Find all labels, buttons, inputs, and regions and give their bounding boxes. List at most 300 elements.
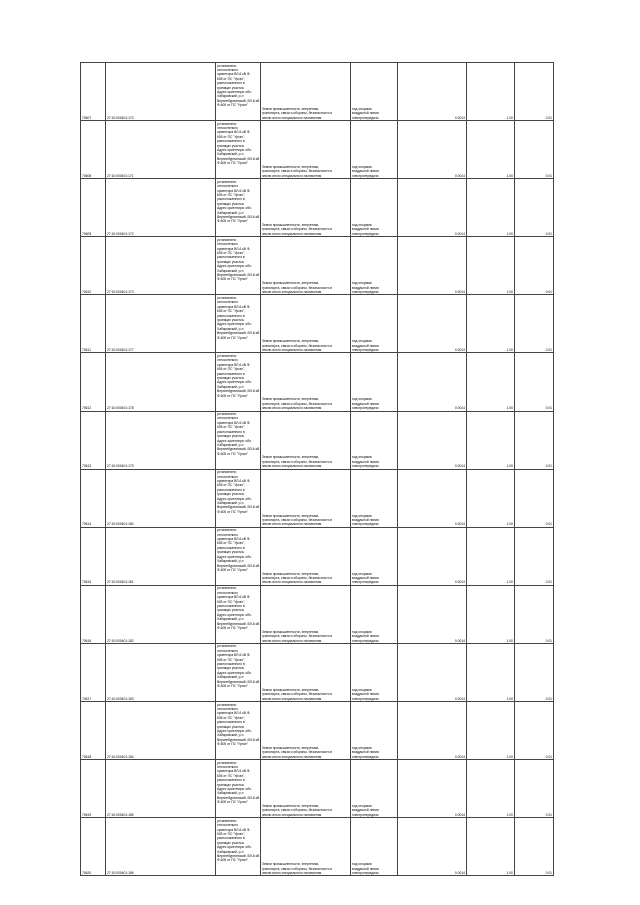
land-category-line: Земли промышленности, энергетики, bbox=[262, 862, 320, 867]
location-line: Верхнебуреинский, ВЛ-6 кВ bbox=[217, 737, 260, 742]
land-category-line: земли иного специального назначения bbox=[262, 580, 322, 585]
location-line: установлено bbox=[217, 237, 237, 242]
permitted-use-line: электропередачи bbox=[352, 696, 379, 701]
location-line: 605 от ПС "Ургал", bbox=[217, 134, 246, 139]
location-line: Адрес ориентира: обл. bbox=[217, 787, 252, 792]
location-line: 605 от ПС "Ургал", bbox=[217, 251, 246, 255]
location-line: расположенного в bbox=[217, 836, 245, 841]
land-category-line: земли иного специального назначения bbox=[262, 522, 322, 527]
land-category-line: земли иного специального назначения bbox=[262, 696, 322, 701]
location-line: относительно bbox=[217, 474, 238, 479]
location-line: относительно bbox=[217, 358, 238, 363]
location-line: Хабаровский, р-н bbox=[217, 384, 244, 389]
permitted-use-cell bbox=[351, 295, 398, 353]
permitted-use-line: под опорами bbox=[352, 223, 372, 228]
permitted-use-line: воздушной линии bbox=[352, 750, 379, 755]
area-cell: 0.0014 bbox=[398, 818, 467, 876]
permitted-use-line: электропередачи bbox=[352, 464, 379, 469]
land-category-line: транспорта, связи и обороны, безопасности и bbox=[262, 343, 333, 348]
permitted-use-line: электропередачи bbox=[352, 754, 379, 759]
table-row bbox=[81, 411, 554, 469]
record-number-cell: 70620 bbox=[81, 818, 106, 876]
unit-value-cell: 1.00 bbox=[467, 469, 515, 527]
location-line: ориентира ВЛ-6 кВ Ф- bbox=[217, 595, 251, 600]
location-line: Верхнебуреинский, ВЛ-6 кВ bbox=[217, 853, 260, 858]
location-line: Ф-605 от ПС "Ургал" bbox=[217, 567, 248, 572]
location-line: Ф-605 от ПС "Ургал" bbox=[217, 858, 248, 863]
location-description-cell bbox=[216, 760, 261, 818]
land-category-cell bbox=[261, 818, 351, 876]
total-value-cell: 0.01 bbox=[515, 179, 554, 237]
location-line: Ф-605 от ПС "Ургал" bbox=[217, 509, 248, 514]
location-line: 605 от ПС "Ургал", bbox=[217, 309, 246, 314]
land-category-cell bbox=[261, 643, 351, 701]
location-line: относительно bbox=[217, 67, 238, 72]
permitted-use-line: воздушной линии bbox=[352, 343, 379, 348]
location-line: границах участка. bbox=[217, 550, 245, 555]
land-category-line: Земли промышленности, энергетики, bbox=[262, 687, 320, 692]
location-line: границах участка. bbox=[217, 376, 245, 380]
permitted-use-line: под опорами bbox=[352, 455, 372, 460]
permitted-use-cell bbox=[351, 469, 398, 527]
area-cell: 0.0014 bbox=[398, 353, 467, 411]
location-line: расположенного в bbox=[217, 662, 245, 667]
record-number-cell: 70616 bbox=[81, 585, 106, 643]
land-category-line: Земли промышленности, энергетики, bbox=[262, 745, 320, 750]
location-line: Хабаровский, р-н bbox=[217, 733, 244, 738]
location-line: границах участка. bbox=[217, 201, 245, 206]
permitted-use-line: электропередачи bbox=[352, 289, 379, 294]
record-number-cell: 70613 bbox=[81, 411, 106, 469]
total-value-cell: 0.01 bbox=[515, 702, 554, 760]
permitted-use-line: электропередачи bbox=[352, 173, 379, 178]
location-line: Верхнебуреинский, ВЛ-6 кВ bbox=[217, 273, 260, 278]
permitted-use-cell bbox=[351, 121, 398, 179]
permitted-use-line: воздушной линии bbox=[352, 808, 379, 813]
total-value-cell: 0.01 bbox=[515, 237, 554, 295]
permitted-use-line: воздушной линии bbox=[352, 692, 379, 697]
location-line: границах участка. bbox=[217, 85, 245, 90]
record-number-cell: 70619 bbox=[81, 760, 106, 818]
unit-value-cell: 1.00 bbox=[467, 179, 515, 237]
record-number-cell: 70611 bbox=[81, 295, 106, 353]
location-line: установлено bbox=[217, 179, 237, 184]
location-line: ориентира ВЛ-6 кВ Ф- bbox=[217, 478, 251, 483]
unit-value-cell: 1.00 bbox=[467, 643, 515, 701]
record-number-cell: 70618 bbox=[81, 702, 106, 760]
permitted-use-line: под опорами bbox=[352, 862, 372, 867]
land-category-cell bbox=[261, 295, 351, 353]
location-description-cell bbox=[216, 353, 261, 411]
land-category-line: транспорта, связи и обороны, безопасности и bbox=[262, 459, 333, 464]
location-line: Хабаровский, р-н bbox=[217, 849, 244, 854]
location-line: Адрес ориентира: обл. bbox=[217, 438, 252, 443]
land-category-line: транспорта, связи и обороны, безопасности и bbox=[262, 227, 333, 232]
location-line: Ф-605 от ПС "Ургал" bbox=[217, 626, 248, 630]
location-line: Верхнебуреинский, ВЛ-6 кВ bbox=[217, 505, 260, 510]
location-line: границах участка. bbox=[217, 259, 245, 264]
permitted-use-cell bbox=[351, 237, 398, 295]
location-line: ориентира ВЛ-6 кВ Ф- bbox=[217, 420, 251, 425]
location-line: ориентира ВЛ-6 кВ Ф- bbox=[217, 711, 251, 716]
land-category-cell bbox=[261, 469, 351, 527]
location-line: Адрес ориентира: обл. bbox=[217, 612, 252, 617]
location-line: относительно bbox=[217, 300, 238, 305]
location-line: Адрес ориентира: обл. bbox=[217, 380, 252, 385]
record-number-cell: 70614 bbox=[81, 469, 106, 527]
cadastral-number-cell: 27:10:000401:182 bbox=[106, 585, 216, 643]
location-line: Верхнебуреинский, ВЛ-6 кВ bbox=[217, 331, 260, 336]
land-category-line: земли иного специального назначения bbox=[262, 812, 322, 817]
location-line: Ф-605 от ПС "Ургал" bbox=[217, 800, 248, 805]
location-line: границах участка. bbox=[217, 608, 245, 613]
record-number-cell: 70610 bbox=[81, 237, 106, 295]
location-line: Адрес ориентира: обл. bbox=[217, 89, 252, 94]
location-line: Адрес ориентира: обл. bbox=[217, 148, 252, 153]
area-cell: 0.0014 bbox=[398, 585, 467, 643]
location-line: относительно bbox=[217, 765, 238, 770]
location-line: относительно bbox=[217, 416, 238, 421]
land-category-line: Земли промышленности, энергетики, bbox=[262, 281, 320, 286]
location-line: границах участка. bbox=[217, 434, 245, 439]
location-description-cell bbox=[216, 121, 261, 179]
land-category-line: земли иного специального назначения bbox=[262, 289, 322, 294]
permitted-use-line: под опорами bbox=[352, 164, 372, 169]
land-category-line: транспорта, связи и обороны, безопасности и bbox=[262, 401, 333, 406]
unit-value-cell: 1.00 bbox=[467, 237, 515, 295]
location-line: ориентира ВЛ-6 кВ Ф- bbox=[217, 304, 251, 309]
location-line: ориентира ВЛ-6 кВ Ф- bbox=[217, 769, 251, 774]
land-category-line: транспорта, связи и обороны, безопасности и bbox=[262, 576, 333, 581]
land-category-line: Земли промышленности, энергетики, bbox=[262, 223, 320, 228]
permitted-use-line: воздушной линии bbox=[352, 459, 379, 464]
location-line: 605 от ПС "Ургал", bbox=[217, 715, 246, 720]
area-cell: 0.0014 bbox=[398, 179, 467, 237]
location-line: расположенного в bbox=[217, 313, 245, 318]
land-category-line: земли иного специального назначения bbox=[262, 348, 322, 353]
location-line: расположенного в bbox=[217, 139, 245, 144]
permitted-use-line: воздушной линии bbox=[352, 866, 379, 871]
land-category-cell bbox=[261, 411, 351, 469]
table-row bbox=[81, 702, 554, 760]
permitted-use-line: воздушной линии bbox=[352, 517, 379, 522]
permitted-use-line: электропередачи bbox=[352, 812, 379, 817]
permitted-use-line: воздушной линии bbox=[352, 634, 379, 639]
location-line: ориентира ВЛ-6 кВ Ф- bbox=[217, 537, 251, 542]
location-line: 605 от ПС "Ургал", bbox=[217, 483, 246, 488]
land-category-line: Земли промышленности, энергетики, bbox=[262, 571, 320, 576]
location-line: Адрес ориентира: обл. bbox=[217, 322, 252, 327]
permitted-use-cell bbox=[351, 760, 398, 818]
location-line: Верхнебуреинский, ВЛ-6 кВ bbox=[217, 563, 260, 568]
location-line: Адрес ориентира: обл. bbox=[217, 728, 252, 733]
total-value-cell: 0.01 bbox=[515, 295, 554, 353]
location-line: Адрес ориентира: обл. bbox=[217, 554, 252, 559]
area-cell: 0.0014 bbox=[398, 643, 467, 701]
record-number-cell: 70609 bbox=[81, 179, 106, 237]
location-line: расположенного в bbox=[217, 81, 245, 86]
location-line: Ф-605 от ПС "Ургал" bbox=[217, 684, 248, 689]
location-line: Адрес ориентира: обл. bbox=[217, 264, 252, 269]
area-cell: 0.0014 bbox=[398, 527, 467, 585]
area-cell: 0.0014 bbox=[398, 411, 467, 469]
land-category-cell bbox=[261, 702, 351, 760]
location-line: Ф-605 от ПС "Ургал" bbox=[217, 161, 248, 166]
location-line: 605 от ПС "Ургал", bbox=[217, 773, 246, 778]
permitted-use-cell bbox=[351, 527, 398, 585]
land-category-line: транспорта, связи и обороны, безопасности и bbox=[262, 634, 333, 639]
location-line: относительно bbox=[217, 590, 238, 595]
unit-value-cell: 1.00 bbox=[467, 121, 515, 179]
location-line: относительно bbox=[217, 184, 238, 189]
permitted-use-cell bbox=[351, 643, 398, 701]
permitted-use-cell bbox=[351, 818, 398, 876]
location-line: границах участка. bbox=[217, 492, 245, 497]
permitted-use-line: электропередачи bbox=[352, 115, 379, 120]
record-number-cell: 70607 bbox=[81, 63, 106, 121]
permitted-use-line: электропередачи bbox=[352, 231, 379, 236]
total-value-cell: 0.01 bbox=[515, 469, 554, 527]
location-description-cell bbox=[216, 179, 261, 237]
unit-value-cell: 1.00 bbox=[467, 527, 515, 585]
permitted-use-line: воздушной линии bbox=[352, 576, 379, 581]
total-value-cell: 0.01 bbox=[515, 353, 554, 411]
location-line: Хабаровский, р-н bbox=[217, 326, 244, 331]
permitted-use-line: под опорами bbox=[352, 745, 372, 750]
total-value-cell: 0.01 bbox=[515, 63, 554, 121]
location-description-cell bbox=[216, 237, 261, 295]
table-row bbox=[81, 353, 554, 411]
location-line: расположенного в bbox=[217, 197, 245, 202]
land-category-line: земли иного специального назначения bbox=[262, 406, 322, 411]
cadastral-number-cell: 27:10:000401:180 bbox=[106, 469, 216, 527]
record-number-cell: 70617 bbox=[81, 643, 106, 701]
cadastral-number-cell: 27:10:000401:177 bbox=[106, 295, 216, 353]
land-category-line: Земли промышленности, энергетики, bbox=[262, 629, 320, 634]
table-row bbox=[81, 527, 554, 585]
permitted-use-line: под опорами bbox=[352, 629, 372, 634]
location-line: Верхнебуреинский, ВЛ-6 кВ bbox=[217, 214, 260, 219]
cadastral-number-cell: 27:10:000401:171 bbox=[106, 121, 216, 179]
unit-value-cell: 1.00 bbox=[467, 411, 515, 469]
location-description-cell bbox=[216, 527, 261, 585]
land-category-line: транспорта, связи и обороны, безопасности и bbox=[262, 111, 333, 116]
location-line: установлено bbox=[217, 760, 237, 765]
total-value-cell: 0.01 bbox=[515, 760, 554, 818]
total-value-cell: 0.01 bbox=[515, 585, 554, 643]
permitted-use-line: воздушной линии bbox=[352, 227, 379, 232]
location-line: расположенного в bbox=[217, 429, 245, 434]
table-row bbox=[81, 585, 554, 643]
cadastral-number-cell: 27:10:000401:173 bbox=[106, 237, 216, 295]
area-cell: 0.0014 bbox=[398, 469, 467, 527]
land-category-line: земли иного специального назначения bbox=[262, 173, 322, 178]
permitted-use-line: воздушной линии bbox=[352, 111, 379, 116]
land-category-line: Земли промышленности, энергетики, bbox=[262, 164, 320, 169]
land-category-cell bbox=[261, 63, 351, 121]
cadastral-number-cell: 27:10:000401:172 bbox=[106, 179, 216, 237]
location-line: ориентира ВЛ-6 кВ Ф- bbox=[217, 72, 251, 77]
area-cell: 0.0014 bbox=[398, 702, 467, 760]
land-category-cell bbox=[261, 760, 351, 818]
land-category-cell bbox=[261, 585, 351, 643]
unit-value-cell: 1.00 bbox=[467, 295, 515, 353]
location-line: ориентира ВЛ-6 кВ Ф- bbox=[217, 827, 251, 832]
permitted-use-line: под опорами bbox=[352, 513, 372, 518]
record-number-cell: 70612 bbox=[81, 353, 106, 411]
location-line: Верхнебуреинский, ВЛ-6 кВ bbox=[217, 621, 260, 626]
land-category-line: Земли промышленности, энергетики, bbox=[262, 455, 320, 460]
location-line: Хабаровский, р-н bbox=[217, 617, 244, 622]
location-description-cell bbox=[216, 585, 261, 643]
location-line: ориентира ВЛ-6 кВ Ф- bbox=[217, 130, 251, 135]
area-cell: 0.0014 bbox=[398, 121, 467, 179]
permitted-use-line: электропередачи bbox=[352, 522, 379, 527]
unit-value-cell: 1.00 bbox=[467, 353, 515, 411]
land-category-line: Земли промышленности, энергетики, bbox=[262, 804, 320, 808]
permitted-use-line: под опорами bbox=[352, 106, 372, 111]
location-line: Хабаровский, р-н bbox=[217, 791, 244, 796]
land-category-line: земли иного специального назначения bbox=[262, 115, 322, 120]
location-line: расположенного в bbox=[217, 255, 245, 260]
land-category-cell bbox=[261, 179, 351, 237]
area-cell: 0.0014 bbox=[398, 63, 467, 121]
permitted-use-line: электропередачи bbox=[352, 348, 379, 353]
cadastral-number-cell: 27:10:000401:185 bbox=[106, 760, 216, 818]
cadastral-number-cell: 27:10:000401:183 bbox=[106, 643, 216, 701]
permitted-use-line: под опорами bbox=[352, 804, 372, 808]
table-row bbox=[81, 760, 554, 818]
table-row bbox=[81, 469, 554, 527]
location-line: Адрес ориентира: обл. bbox=[217, 670, 252, 675]
location-description-cell bbox=[216, 643, 261, 701]
permitted-use-line: под опорами bbox=[352, 397, 372, 402]
location-line: расположенного в bbox=[217, 487, 245, 492]
location-line: 605 от ПС "Ургал", bbox=[217, 192, 246, 197]
location-line: Ф-605 от ПС "Ургал" bbox=[217, 335, 248, 340]
location-line: установлено bbox=[217, 586, 237, 591]
location-line: ориентира ВЛ-6 кВ Ф- bbox=[217, 188, 251, 193]
location-line: ориентира ВЛ-6 кВ Ф- bbox=[217, 362, 251, 367]
permitted-use-cell bbox=[351, 179, 398, 237]
location-line: относительно bbox=[217, 648, 238, 653]
location-line: установлено bbox=[217, 295, 237, 300]
location-line: установлено bbox=[217, 702, 237, 707]
table-row bbox=[81, 295, 554, 353]
location-line: расположенного в bbox=[217, 603, 245, 608]
land-category-line: транспорта, связи и обороны, безопасности и bbox=[262, 169, 333, 174]
permitted-use-line: электропередачи bbox=[352, 406, 379, 411]
location-line: Ф-605 от ПС "Ургал" bbox=[217, 277, 248, 282]
location-line: Верхнебуреинский, ВЛ-6 кВ bbox=[217, 679, 260, 684]
permitted-use-line: электропередачи bbox=[352, 870, 379, 875]
location-line: ориентира ВЛ-6 кВ Ф- bbox=[217, 653, 251, 658]
total-value-cell: 0.01 bbox=[515, 643, 554, 701]
area-cell: 0.0014 bbox=[398, 237, 467, 295]
land-category-cell bbox=[261, 353, 351, 411]
location-line: Хабаровский, р-н bbox=[217, 675, 244, 680]
location-line: 605 от ПС "Ургал", bbox=[217, 541, 246, 546]
permitted-use-line: под опорами bbox=[352, 687, 372, 692]
location-line: Хабаровский, р-н bbox=[217, 501, 244, 505]
location-line: Хабаровский, р-н bbox=[217, 152, 244, 157]
location-line: относительно bbox=[217, 242, 238, 247]
permitted-use-line: под опорами bbox=[352, 571, 372, 576]
location-line: расположенного в bbox=[217, 778, 245, 783]
location-line: Ф-605 от ПС "Ургал" bbox=[217, 393, 248, 398]
cadastral-number-cell: 27:10:000401:179 bbox=[106, 411, 216, 469]
land-plot-table bbox=[80, 62, 554, 876]
land-category-line: транспорта, связи и обороны, безопасности и bbox=[262, 517, 333, 522]
location-line: расположенного в bbox=[217, 371, 245, 376]
land-category-line: транспорта, связи и обороны, безопасности и bbox=[262, 808, 333, 813]
location-line: Хабаровский, р-н bbox=[217, 442, 244, 447]
land-category-line: Земли промышленности, энергетики, bbox=[262, 513, 320, 518]
unit-value-cell: 1.00 bbox=[467, 760, 515, 818]
land-category-line: Земли промышленности, энергетики, bbox=[262, 106, 320, 111]
location-line: установлено bbox=[217, 470, 237, 475]
land-category-line: Земли промышленности, энергетики, bbox=[262, 339, 320, 344]
permitted-use-cell bbox=[351, 702, 398, 760]
location-description-cell bbox=[216, 63, 261, 121]
location-line: установлено bbox=[217, 412, 237, 417]
location-line: установлено bbox=[217, 121, 237, 126]
land-category-line: земли иного специального назначения bbox=[262, 870, 322, 875]
location-line: границах участка. bbox=[217, 666, 245, 671]
location-line: Верхнебуреинский, ВЛ-6 кВ bbox=[217, 795, 260, 800]
location-line: установлено bbox=[217, 818, 237, 823]
location-line: Хабаровский, р-н bbox=[217, 559, 244, 564]
unit-value-cell: 1.00 bbox=[467, 585, 515, 643]
location-line: 605 от ПС "Ургал", bbox=[217, 831, 246, 836]
location-line: относительно bbox=[217, 532, 238, 537]
location-line: 605 от ПС "Ургал", bbox=[217, 657, 246, 662]
unit-value-cell: 1.00 bbox=[467, 702, 515, 760]
location-description-cell bbox=[216, 469, 261, 527]
table-row bbox=[81, 63, 554, 121]
land-category-cell bbox=[261, 121, 351, 179]
permitted-use-cell bbox=[351, 63, 398, 121]
permitted-use-cell bbox=[351, 585, 398, 643]
table-row bbox=[81, 237, 554, 295]
location-description-cell bbox=[216, 411, 261, 469]
land-category-line: земли иного специального назначения bbox=[262, 754, 322, 759]
location-line: расположенного в bbox=[217, 545, 245, 550]
location-line: Верхнебуреинский, ВЛ-6 кВ bbox=[217, 389, 260, 394]
cadastral-number-cell: 27:10:000401:184 bbox=[106, 702, 216, 760]
location-line: относительно bbox=[217, 823, 238, 828]
location-description-cell bbox=[216, 818, 261, 876]
location-description-cell bbox=[216, 702, 261, 760]
permitted-use-line: воздушной линии bbox=[352, 285, 379, 290]
location-line: Ф-605 от ПС "Ургал" bbox=[217, 742, 248, 747]
table-row bbox=[81, 121, 554, 179]
record-number-cell: 70608 bbox=[81, 121, 106, 179]
permitted-use-line: под опорами bbox=[352, 339, 372, 344]
location-line: Ф-605 от ПС "Ургал" bbox=[217, 103, 248, 108]
permitted-use-line: под опорами bbox=[352, 281, 372, 286]
permitted-use-line: воздушной линии bbox=[352, 169, 379, 174]
total-value-cell: 0.01 bbox=[515, 411, 554, 469]
unit-value-cell: 1.00 bbox=[467, 63, 515, 121]
table-row bbox=[81, 818, 554, 876]
location-line: границах участка. bbox=[217, 840, 245, 845]
record-number-cell: 70615 bbox=[81, 527, 106, 585]
total-value-cell: 0.01 bbox=[515, 121, 554, 179]
location-line: расположенного в bbox=[217, 720, 245, 725]
location-line: Верхнебуреинский, ВЛ-6 кВ bbox=[217, 156, 260, 161]
land-category-cell bbox=[261, 527, 351, 585]
